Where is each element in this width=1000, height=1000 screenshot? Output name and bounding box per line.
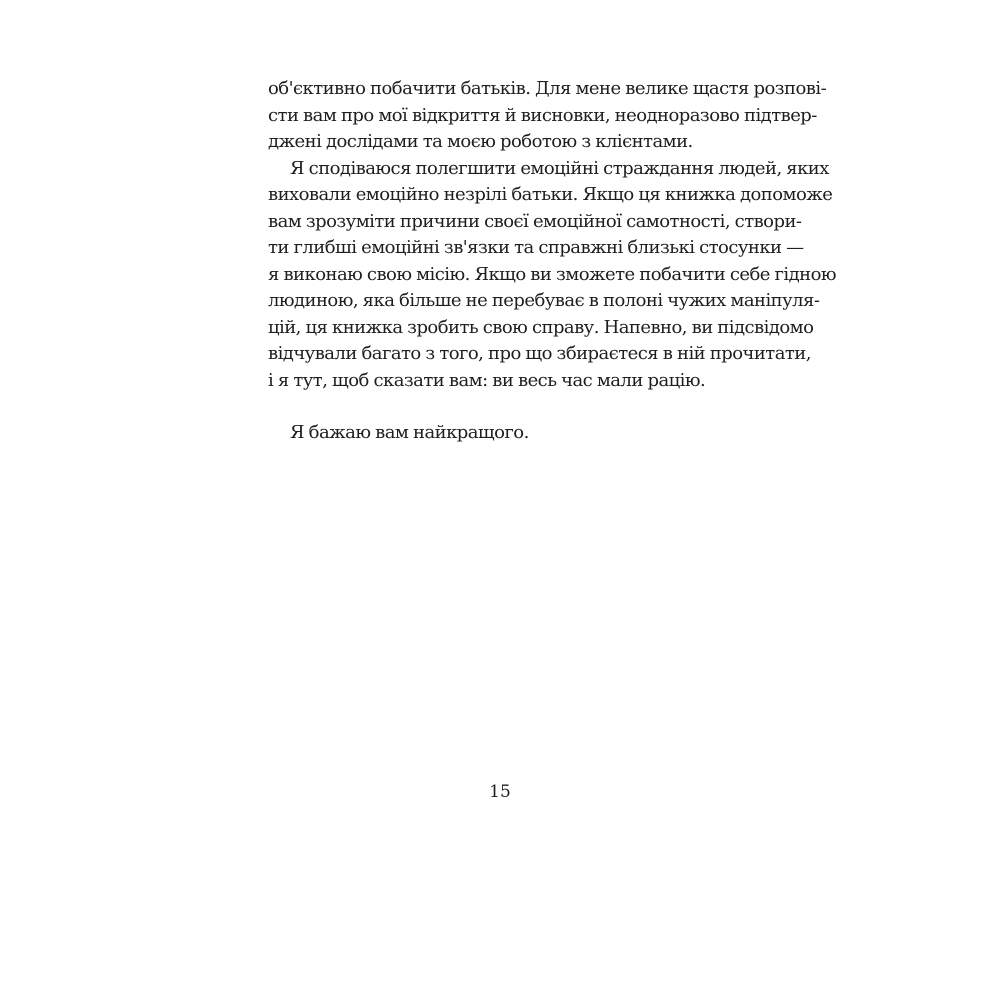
body-text [268,76,836,447]
text-line: людиною, яка більше не перебуває в полоні чужих маніпуля- [268,290,820,311]
paragraph-3 [268,420,776,447]
page-number: 15 [489,782,511,802]
paragraph-1 [268,76,827,156]
paragraph-2 [268,156,836,395]
text-line: сти вам про мої відкриття й висновки, неодноразово підтвер- [268,104,817,126]
text-line: об'єктивно побачити батьків. Для мене велике щастя розпові- [268,78,827,99]
text-line: ти глибші емоційні зв'язки та справжні близькі стосунки — [268,237,804,258]
text-line: виховали емоційно незрілі батьки. Якщо ця книжка допоможе [268,184,833,205]
text-line: джені дослідами та моєю роботою з клієнтами. [268,131,693,152]
paragraph-spacer [268,394,776,420]
text-line: я виконаю свою місію. Якщо ви зможете побачити себе гідною [268,263,836,285]
text-line: вам зрозуміти причини своєї емоційної самотності, створи- [268,210,802,232]
text-line: і я тут, щоб сказати вам: ви весь час мали рацію. [268,369,706,391]
text-line: Я сподіваюся полегшити емоційні страждання людей, яких [290,157,829,179]
text-line: Я бажаю вам найкращого. [290,422,529,443]
text-line: відчували багато з того, про що збираєтеся в ній прочитати, [268,343,811,364]
text-line: цій, ця книжка зробить свою справу. Напевно, ви підсвідомо [268,316,814,338]
